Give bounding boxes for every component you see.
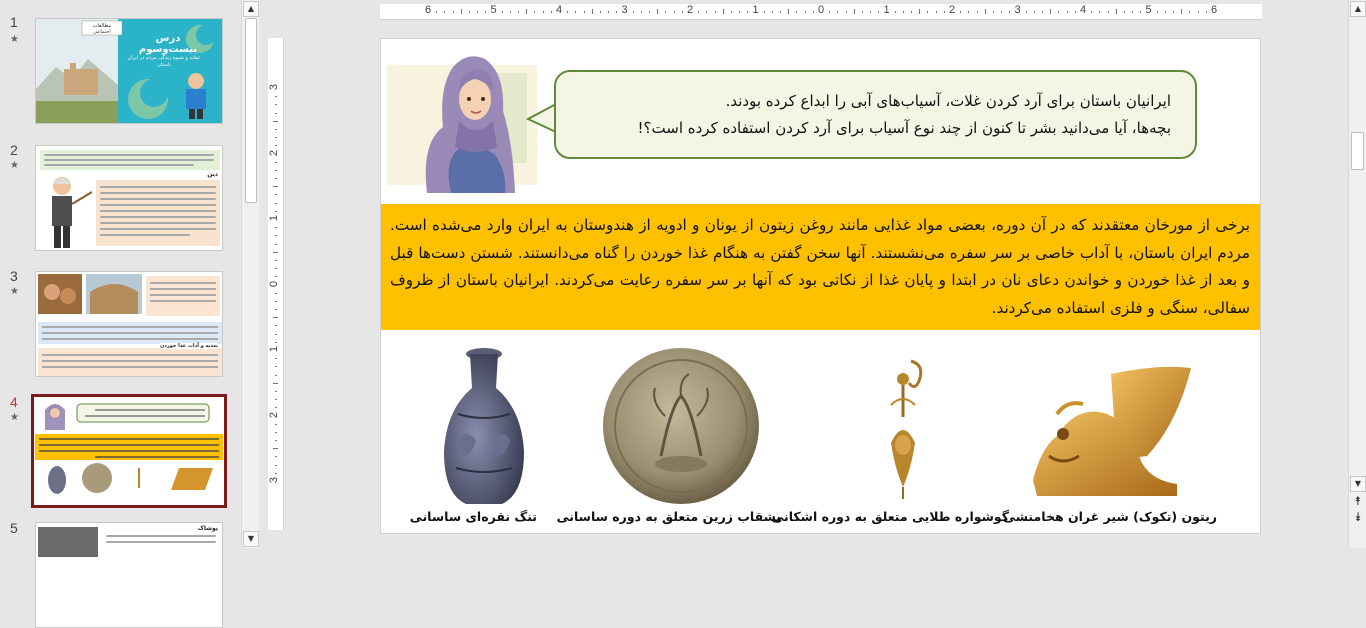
ruler-tick xyxy=(510,11,511,13)
ruler-tick xyxy=(275,170,277,171)
ruler-tick xyxy=(739,11,740,13)
ruler-tick xyxy=(575,11,576,13)
ruler-tick xyxy=(275,424,277,425)
slide-thumbnail-4-active[interactable] xyxy=(31,394,227,508)
ruler-tick xyxy=(944,11,945,13)
ruler-tick xyxy=(1001,11,1002,13)
ruler-tick xyxy=(1034,11,1035,13)
ruler-tick xyxy=(1116,9,1117,14)
ruler-tick xyxy=(275,473,277,474)
thumbnail-number: 5 xyxy=(10,520,18,536)
ruler-tick xyxy=(977,11,978,13)
ruler-label: 3 xyxy=(621,4,628,16)
ruler-label: 3 xyxy=(268,83,281,91)
ruler-tick xyxy=(788,9,789,14)
ruler-tick xyxy=(275,235,277,236)
ruler-tick xyxy=(985,9,986,14)
ruler-tick xyxy=(854,9,855,14)
ruler-label: 1 xyxy=(268,214,281,222)
ruler-label: 3 xyxy=(268,476,281,484)
ruler-tick xyxy=(862,11,863,13)
ruler-tick xyxy=(461,9,462,14)
speech-bubble[interactable] xyxy=(554,70,1197,159)
ruler-tick xyxy=(936,11,937,13)
ruler-tick xyxy=(682,11,683,13)
ruler-tick xyxy=(772,11,773,13)
thumbnail-scrollbar[interactable] xyxy=(241,0,259,548)
ruler-tick xyxy=(1165,11,1166,13)
ruler-label: 1 xyxy=(268,345,281,353)
ruler-label: 5 xyxy=(490,4,497,16)
ruler-tick xyxy=(273,317,278,318)
ruler-tick xyxy=(1189,11,1190,13)
scrollbar-thumb[interactable] xyxy=(245,18,257,203)
slide-thumbnail-pane xyxy=(0,0,262,548)
ruler-tick xyxy=(1050,9,1051,14)
golden-plate-image xyxy=(601,346,761,506)
ruler-tick xyxy=(1042,11,1043,13)
ruler-tick xyxy=(764,11,765,13)
ruler-tick xyxy=(846,11,847,13)
ruler-tick xyxy=(275,325,277,326)
slide-4-artwork xyxy=(35,398,223,504)
thumbnail-badge: مطالعات اجتماعی xyxy=(92,23,112,35)
yellow-text-band[interactable] xyxy=(381,204,1261,330)
ruler-tick xyxy=(275,129,277,130)
ruler-tick xyxy=(927,11,928,13)
animation-star-icon: ★ xyxy=(10,160,19,171)
ruler-label: 6 xyxy=(1211,4,1218,16)
ruler-tick xyxy=(436,11,437,13)
ruler-tick xyxy=(543,11,544,13)
plate-caption: بشقاب زرین متعلق به دوره ساسانی xyxy=(556,509,781,524)
vase-caption: تنگ نقره‌ای ساسانی xyxy=(409,509,537,524)
slide-canvas[interactable] xyxy=(380,38,1261,534)
ruler-tick xyxy=(903,11,904,13)
ruler-tick xyxy=(444,11,445,13)
ruler-tick xyxy=(968,11,969,13)
ruler-tick xyxy=(485,11,486,13)
ruler-tick xyxy=(1157,11,1158,13)
ruler-label: 2 xyxy=(949,4,956,16)
ruler-tick xyxy=(1124,11,1125,13)
ruler-label: 2 xyxy=(687,4,694,16)
thumbnail-number: 2 xyxy=(10,142,18,158)
ruler-tick xyxy=(608,11,609,13)
ruler-tick xyxy=(275,399,277,400)
ruler-tick xyxy=(275,309,277,310)
ruler-tick xyxy=(780,11,781,13)
ruler-tick xyxy=(275,465,277,466)
ruler-tick xyxy=(275,244,277,245)
ruler-tick xyxy=(657,9,658,14)
teacher-woman-illustration xyxy=(381,47,541,193)
horizontal-ruler[interactable] xyxy=(380,4,1262,20)
ruler-tick xyxy=(805,11,806,13)
ruler-tick xyxy=(275,104,277,105)
ruler-tick xyxy=(829,11,830,13)
ruler-tick xyxy=(837,11,838,13)
thumbnail-number: 4 xyxy=(10,394,18,410)
scroll-up-button[interactable]: ▲ xyxy=(243,1,259,17)
ruler-tick xyxy=(567,11,568,13)
thumbnail-heading: دین xyxy=(207,171,218,178)
ruler-tick xyxy=(1099,11,1100,13)
ruler-tick xyxy=(1132,11,1133,13)
ruler-tick xyxy=(275,113,277,114)
ruler-tick xyxy=(665,11,666,13)
slide-thumbnail-3[interactable] xyxy=(35,271,223,377)
thumbnail-title: درس بیست‌وسوم xyxy=(138,33,198,55)
ruler-tick xyxy=(919,9,920,14)
scroll-up-button[interactable]: ▲ xyxy=(1350,1,1366,17)
ruler-tick xyxy=(275,145,277,146)
ruler-tick xyxy=(275,96,277,97)
ruler-tick xyxy=(273,383,278,384)
animation-star-icon: ★ xyxy=(10,286,19,297)
ruler-tick xyxy=(275,358,277,359)
ruler-tick xyxy=(275,260,277,261)
animation-star-icon: ★ xyxy=(10,34,19,45)
thumbnail-number: 3 xyxy=(10,268,18,284)
ruler-tick xyxy=(477,11,478,13)
editor-scrollbar[interactable] xyxy=(1348,0,1366,548)
speech-bubble-text xyxy=(571,88,1171,142)
ruler-tick xyxy=(526,9,527,14)
ruler-tick xyxy=(641,11,642,13)
slide-thumbnail-2[interactable] xyxy=(35,145,223,251)
ruler-tick xyxy=(1198,11,1199,13)
ruler-tick xyxy=(275,407,277,408)
next-slide-button[interactable]: ⯯ xyxy=(1354,510,1362,524)
slide-thumbnail-5[interactable] xyxy=(35,522,223,628)
golden-earring-image xyxy=(881,357,931,501)
ruler-tick xyxy=(275,342,277,343)
ruler-tick xyxy=(273,252,278,253)
ruler-tick xyxy=(273,186,278,187)
ruler-label: 0 xyxy=(818,4,825,16)
vertical-ruler[interactable] xyxy=(268,38,284,530)
ruler-tick xyxy=(275,432,277,433)
ruler-tick xyxy=(275,211,277,212)
ruler-tick xyxy=(453,11,454,13)
ruler-tick xyxy=(592,9,593,14)
ruler-tick xyxy=(584,11,585,13)
ruler-tick xyxy=(273,448,278,449)
ruler-tick xyxy=(534,11,535,13)
ruler-label: 2 xyxy=(268,149,281,156)
ruler-label: 4 xyxy=(556,4,563,16)
animation-star-icon: ★ xyxy=(10,412,19,423)
silver-vase-image xyxy=(436,344,532,508)
ruler-tick xyxy=(878,11,879,13)
ruler-label: 5 xyxy=(1145,4,1152,16)
ruler-tick xyxy=(731,11,732,13)
ruler-tick xyxy=(273,121,278,122)
ruler-tick xyxy=(723,9,724,14)
ruler-tick xyxy=(616,11,617,13)
ruler-tick xyxy=(870,11,871,13)
ruler-tick xyxy=(706,11,707,13)
ruler-tick xyxy=(715,11,716,13)
bubble-line-2: بچه‌ها، آیا می‌دانید بشر تا کنون از چند نوع آسیاب برای آرد کردن استفاده کرده است؟! xyxy=(637,119,1171,137)
ruler-tick xyxy=(275,293,277,294)
ruler-label: 3 xyxy=(1014,4,1021,16)
ruler-tick xyxy=(649,11,650,13)
ruler-tick xyxy=(275,301,277,302)
bubble-line-1: ایرانیان باستان برای آرد کردن غلات، آسیاب‌های آبی را ابداع کرده بودند. xyxy=(725,92,1171,110)
ruler-tick xyxy=(275,366,277,367)
ruler-tick xyxy=(1058,11,1059,13)
ruler-tick xyxy=(275,227,277,228)
ruler-tick xyxy=(518,11,519,13)
scroll-down-button[interactable]: ▼ xyxy=(243,531,259,547)
golden-rhyton-image xyxy=(1027,364,1195,502)
ruler-tick xyxy=(993,11,994,13)
thumbnail-number: 1 xyxy=(10,14,18,30)
ruler-tick xyxy=(633,11,634,13)
thumbnail-heading: پوشاک xyxy=(197,525,218,532)
previous-slide-button[interactable]: ⯭ xyxy=(1354,494,1362,508)
ruler-tick xyxy=(275,276,277,277)
ruler-tick xyxy=(1009,11,1010,13)
ruler-tick xyxy=(1173,11,1174,13)
ruler-label: 1 xyxy=(883,4,890,16)
ruler-tick xyxy=(796,11,797,13)
thumbnail-heading: تغذیه و آداب غذا خوردن xyxy=(159,343,218,349)
teacher-illustration xyxy=(40,170,96,250)
ruler-tick xyxy=(911,11,912,13)
ruler-tick xyxy=(1026,11,1027,13)
ruler-tick xyxy=(1075,11,1076,13)
ruler-tick xyxy=(469,11,470,13)
thumb-text-block xyxy=(96,180,220,246)
ruler-tick xyxy=(813,11,814,13)
ruler-tick xyxy=(674,11,675,13)
thumb-image xyxy=(38,527,98,557)
ruler-tick xyxy=(275,334,277,335)
ruler-tick xyxy=(275,178,277,179)
ruler-tick xyxy=(895,11,896,13)
ruler-label: 4 xyxy=(1080,4,1087,16)
ruler-tick xyxy=(275,375,277,376)
ruler-tick xyxy=(1181,9,1182,14)
band-paragraph: برخی از مورخان معتقدند که در آن دوره، بعضی مواد غذایی مانند روغن زیتون از یونان و ادویه از هندوستان به ایران وارد می‌شده است. مردم ایران باستان، با آداب خاصی بر سر سفره می‌نشستند. آنها سخن گفتن به هنگام غذا خوردن را گناه می‌دانستند. شستن دست‌ها قبل و بعد از غذا خوردن و خواندن دعای نان در ابتدا و پایان غذا از نکاتی بود که آنها بر سر سفره رعایت می‌کردند. ایرانیان باستان از ظروف سفالی، سنگی و فلزی استفاده می‌کردند. xyxy=(390,216,1250,317)
ruler-label: 1 xyxy=(752,4,759,16)
ruler-tick xyxy=(1206,11,1207,13)
ruler-label: 2 xyxy=(268,411,281,418)
ruler-tick xyxy=(551,11,552,13)
ruler-tick xyxy=(275,456,277,457)
scroll-down-button[interactable]: ▼ xyxy=(1350,476,1366,492)
ruler-tick xyxy=(275,440,277,441)
earring-caption: گوشواره طلایی متعلق به دوره اشکانی xyxy=(771,509,1009,524)
slide-thumbnail-1[interactable] xyxy=(35,18,223,124)
ruler-tick xyxy=(275,203,277,204)
scrollbar-thumb[interactable] xyxy=(1351,132,1364,170)
ruler-tick xyxy=(698,11,699,13)
ruler-tick xyxy=(502,11,503,13)
ruler-tick xyxy=(747,11,748,13)
ruler-tick xyxy=(275,268,277,269)
ruler-tick xyxy=(1067,11,1068,13)
ruler-tick xyxy=(960,11,961,13)
ruler-label: 0 xyxy=(268,280,281,287)
ruler-tick xyxy=(275,137,277,138)
ruler-tick xyxy=(1108,11,1109,13)
rhyton-caption: ریتون (تکوک) شیر غران هخامنشی xyxy=(1003,509,1217,524)
ruler-tick xyxy=(600,11,601,13)
ruler-tick xyxy=(1091,11,1092,13)
slide-3-artwork xyxy=(36,272,223,377)
thumbnail-subtitle: عقاید و شیوه زندگی مردم در ایران باستان xyxy=(127,55,201,68)
ruler-label: 6 xyxy=(425,4,432,16)
ruler-tick xyxy=(1140,11,1141,13)
ruler-tick xyxy=(275,162,277,163)
ruler-tick xyxy=(275,194,277,195)
ruler-tick xyxy=(275,391,277,392)
